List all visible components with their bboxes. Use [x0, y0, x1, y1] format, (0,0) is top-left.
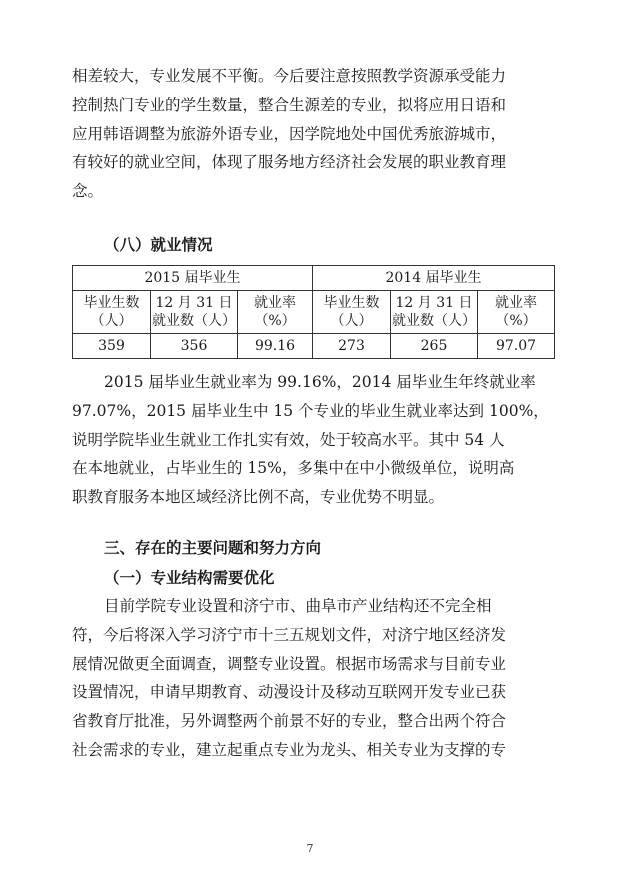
paragraph-line: 目前学院专业设置和济宁市、曲阜市产业结构还不完全相 [104, 597, 492, 615]
table-header-row [73, 291, 555, 334]
header-line: 12 月 31 日 [155, 295, 233, 311]
header-line: 就业率 [254, 295, 296, 311]
table-group-header: 2015 届毕业生 [73, 266, 313, 291]
paragraph-line: 符，今后将深入学习济宁市十三五规划文件，对济宁地区经济发 [72, 625, 507, 644]
paragraph-line: 说明学院毕业生就业工作扎实有效，处于较高水平。其中 54 人 [72, 430, 505, 449]
paragraph-line: 在本地就业，占毕业生的 15%，多集中在中小微级单位，说明高 [72, 459, 515, 478]
paragraph-line: 社会需求的专业，建立起重点专业为龙头、相关专业为支撑的专 [72, 740, 507, 759]
paragraph-line: 省教育厅批准，另外调整两个前景不好的专业，整合出两个符合 [72, 712, 507, 731]
paragraph-line: 展情况做更全面调查，调整专业设置。根据市场需求与目前专业 [72, 654, 507, 673]
table-cell: 97.07 [478, 334, 555, 359]
paragraph-line: 职教育服务本地区域经济比例不高，专业优势不明显。 [72, 488, 445, 507]
paragraph-line: 控制热门专业的学生数量，整合生源差的专业，拟将应用日语和 [72, 95, 507, 114]
table-row [73, 334, 555, 359]
paragraph-line: 97.07%，2015 届毕业生中 15 个专业的毕业生就业率达到 100%， [72, 401, 549, 420]
header-line: 12 月 31 日 [395, 295, 473, 311]
table-column-header [478, 291, 555, 334]
paragraph-line: 应用韩语调整为旅游外语专业，因学院地处中国优秀旅游城市， [72, 124, 507, 143]
table-cell: 359 [73, 334, 151, 359]
section-heading-problems: 三、存在的主要问题和努力方向 [104, 538, 322, 557]
table-group-header: 2014 届毕业生 [313, 266, 555, 291]
table-column-header [313, 291, 391, 334]
paragraph-line: 相差较大，专业发展不平衡。今后要注意按照教学资源承受能力 [72, 67, 507, 85]
table-column-header [391, 291, 478, 334]
paragraph-2 [72, 368, 550, 512]
paragraph-line: 设置情况，申请早期教育、动漫设计及移动互联网开发专业已获 [72, 683, 507, 702]
header-line: （%） [495, 313, 537, 329]
header-line: （%） [254, 313, 296, 329]
header-line: 毕业生数 [323, 295, 380, 311]
table-group-row [73, 266, 555, 291]
section-heading-employment: （八）就业情况 [104, 235, 213, 254]
table-cell: 273 [313, 334, 391, 359]
paragraph-line: 2015 届毕业生就业率为 99.16%，2014 届毕业生年终就业率 [104, 373, 536, 391]
header-line: 就业数（人） [152, 313, 236, 329]
paragraph-line: 有较好的就业空间，体现了服务地方经济社会发展的职业教育理 [72, 153, 507, 172]
table-column-header [238, 291, 313, 334]
table-column-header [73, 291, 151, 334]
paragraph-line: 念。 [72, 182, 104, 201]
page-number: 7 [306, 842, 314, 855]
employment-table [72, 265, 554, 359]
paragraph-1 [72, 62, 550, 206]
table-column-header [151, 291, 238, 334]
table-cell: 356 [151, 334, 238, 359]
header-line: （人） [90, 313, 133, 329]
paragraph-3 [72, 592, 550, 765]
table-cell: 99.16 [238, 334, 313, 359]
header-line: 毕业生数 [83, 295, 140, 311]
table-cell: 265 [391, 334, 478, 359]
header-line: （人） [330, 313, 373, 329]
header-line: 就业率 [495, 295, 538, 311]
subsection-heading-structure: （一）专业结构需要优化 [104, 568, 275, 587]
header-line: 就业数（人） [392, 313, 477, 329]
